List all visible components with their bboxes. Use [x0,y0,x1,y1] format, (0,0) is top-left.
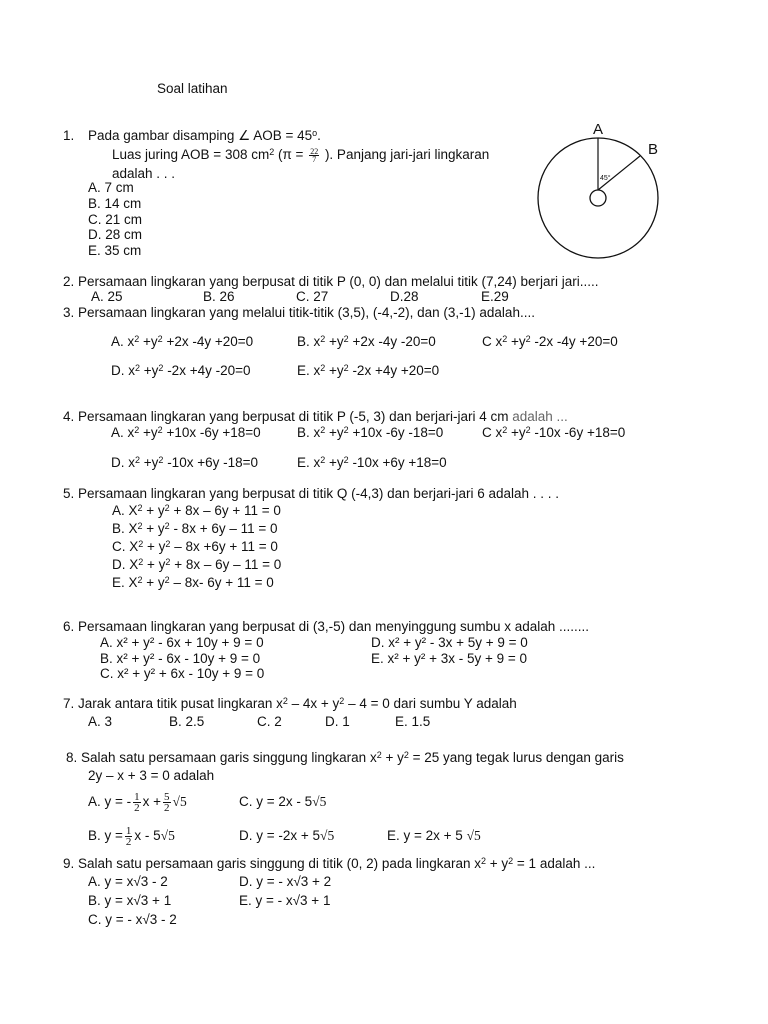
q7-option-a: A. 3 [88,714,113,729]
q3-option-a: A. $x^2 +y^2 +2x$ -4y +20=0 [111,334,254,349]
q6-option-e: E. x² + y² + 3x - 5y + 9 = 0 [371,651,528,666]
fraction: $\frac{1}{2}$ [125,825,132,848]
q7-option-e: E. 1.5 [395,714,431,729]
q2-option-e: E.29 [481,289,509,304]
q3-option-d: D. $x^2 +y^2$ -2x +4y -20=0 [111,363,251,378]
q2-option-c: C. 27 [296,289,329,304]
q9-option-e: E. y = - x√3 + 1 [239,893,331,908]
label-b: B [648,141,659,158]
q1-number: 1. [63,128,75,143]
fraction: $\frac{1}{2}$ [134,791,140,814]
angle-label: 45° [600,175,611,182]
q1-option-e: E. 35 cm [88,243,142,258]
fraction: $\frac{5}{2}$ [164,791,170,814]
page-title: Soal latihan [157,81,228,96]
q1-option-c: C. 21 cm [88,212,143,227]
q7-option-c: C. 2 [257,714,282,729]
q3-option-e: E. $x^2 +y^2$ -2x +4y +20=0 [297,363,440,378]
q6-option-b: B. x² + y² - 6x - 10y + 9 = 0 [100,651,261,666]
q5-option-e: E. $X^2 + y^2 - 8x-$ 6y + 11 = 0 [112,575,274,590]
q8-line2: 2y – x + 3 = 0 adalah [88,768,215,783]
pi-fraction: $\frac{22}{7}$ [310,146,319,164]
q1-option-d: D. 28 cm [88,227,143,242]
q9-option-b: B. y = x√3 + 1 [88,893,172,908]
q5-option-b: B. $X^2 + y^2 - 8x + 6y - 11 = 0$ [112,521,278,536]
q7-option-d: D. 1 [325,714,350,729]
q4-option-a: A. $x^2 +y^2 +10x$ -6y +18=0 [111,425,261,440]
circle-figure [530,118,690,268]
q4-option-e: E. $x^2 +y^2$ -10x +6y +18=0 [297,455,447,470]
q6-option-d: D. x² + y² - 3x + 5y + 9 = 0 [371,635,528,650]
radius-ob [598,156,640,190]
q2-option-d: D.28 [390,289,419,304]
q8-option-e: E. y = 2x + 5 √5 [387,828,481,843]
q4-option-c: C $x^2 +y^2$ -10x -6y +18=0 [482,425,626,440]
q1-line2: Luas juring AOB = 308 $cm^2$ (π = $\frac{22}{7}$ ). Panjang jari-jari lingkaran [112,146,490,164]
q1-option-b: B. 14 cm [88,196,142,211]
q2-option-b: B. 26 [203,289,235,304]
q2-option-a: A. 25 [91,289,123,304]
q3-option-b: B. $x^2 +y^2 +2x$ -4y -20=0 [297,334,436,349]
q3-option-c: C $x^2 +y^2$ -2x -4y +20=0 [482,334,618,349]
q8-option-d: D. y = -2x + 5√5 [239,828,335,843]
q8-option-c: C. y = 2x - 5√5 [239,794,327,809]
circle-center [590,190,606,206]
q5-option-a: A. $X^2 + y^2 + 8x - 6y + 11 = 0$ [112,503,281,518]
q5-option-c: C. $X^2 + y^2 - 8x +6y + 11 = 0$ [112,539,278,554]
q9-option-c: C. y = - x√3 - 2 [88,912,177,927]
q8-option-b: B. y = $\frac{1}{2}$ x - 5√5 [88,825,175,848]
q1-option-a: A. 7 cm [88,180,134,195]
q8-text: 8. Salah satu persamaan garis singgung lingkaran $x^2 + y^2 = 25$ yang tegak lurus dengan garis [66,750,624,765]
q1-line1: Pada gambar disamping ∠ AOB = $45^o$. [88,128,321,143]
q4-text: 4. Persamaan lingkaran yang berpusat di titik P (-5, 3) dan berjari-jari 4 cm adalah ... [63,409,568,424]
q5-text: 5. Persamaan lingkaran yang berpusat di titik Q (-4,3) dan berjari-jari 6 adalah . . . . [63,486,559,501]
q8-option-a: A. y = - $\frac{1}{2}$ x + $\frac{5}{2}$ √5 [88,791,187,814]
q3-text: 3. Persamaan lingkaran yang melalui titik-titik (3,5), (-4,-2), dan (3,-1) adalah.... [63,305,535,320]
q7-option-b: B. 2.5 [169,714,205,729]
q7-text: 7. Jarak antara titik pusat lingkaran $x^2 - 4x + y^2 - 4 = 0$ dari sumbu Y adalah [63,696,517,711]
q6-option-c: C. x² + y² + 6x - 10y + 9 = 0 [100,666,265,681]
q6-text: 6. Persamaan lingkaran yang berpusat di (3,-5) dan menyinggung sumbu x adalah ........ [63,619,590,634]
q9-option-a: A. y = x√3 - 2 [88,874,168,889]
q5-option-d: D. $X^2 + y^2 + 8x - 6y - 11 = 0$ [112,557,282,572]
q4-option-b: B. $x^2 +y^2 +10x$ -6y -18=0 [297,425,444,440]
q4-option-d: D. $x^2 +y^2$ -10x +6y -18=0 [111,455,258,470]
label-a: A [593,121,604,138]
q2-text: 2. Persamaan lingkaran yang berpusat di titik P (0, 0) dan melalui titik (7,24) berjari jari..... [63,274,599,289]
q9-option-d: D. y = - x√3 + 2 [239,874,332,889]
q9-text: 9. Salah satu persamaan garis singgung di titik (0, 2) pada lingkaran $x^2 + y^2 = 1$ adalah ... [63,856,596,871]
q1-line3: adalah . . . [112,166,176,181]
q6-option-a: A. x² + y² - 6x + 10y + 9 = 0 [100,635,264,650]
